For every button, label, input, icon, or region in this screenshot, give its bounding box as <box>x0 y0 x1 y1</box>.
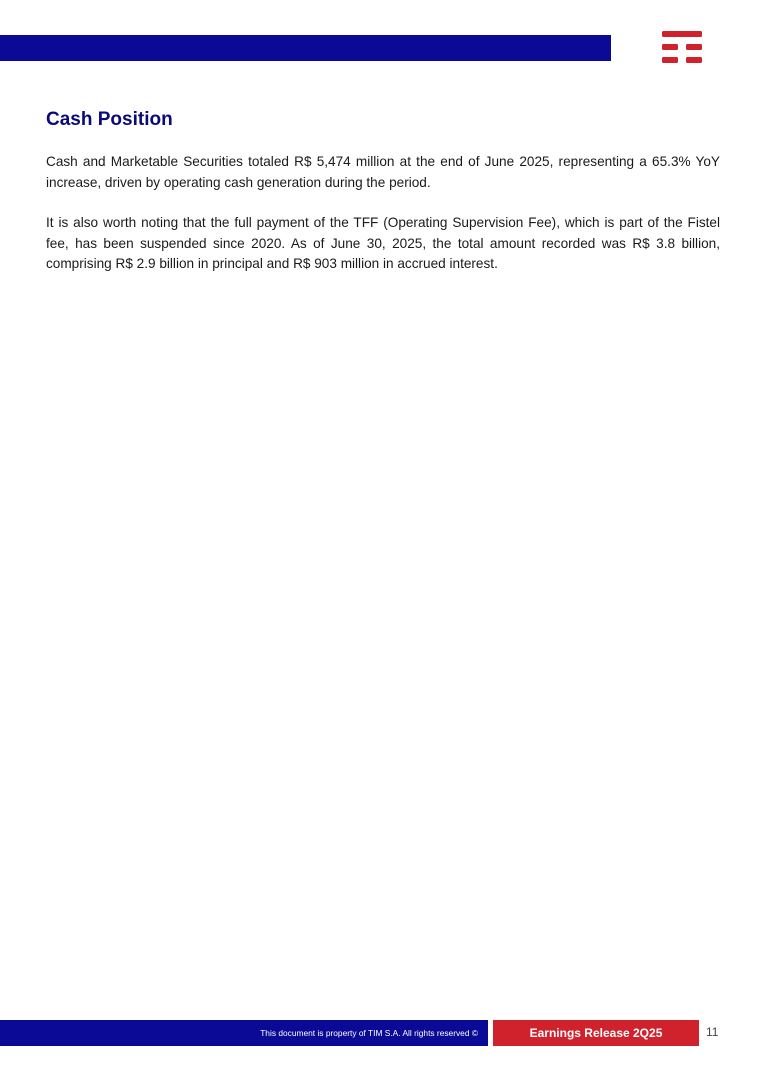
copyright-notice: This document is property of TIM S.A. All rights reserved © <box>260 1028 478 1038</box>
section-title: Cash Position <box>46 109 173 130</box>
paragraph-cash-securities: Cash and Marketable Securities totaled R$ 5,474 million at the end of June 2025, representing a 65.3% YoY increase, driven by operating cash generation during the period. <box>46 154 720 190</box>
page-number: 11 <box>706 1025 719 1039</box>
paragraph-tff-fee: It is also worth noting that the full payment of the TFF (Operating Supervision Fee), which is part of the Fistel fee, has been suspended since 2020. As of June 30, 2025, the total amount recorded was R$ 3.8 billion, comprising R$ 2.9 billion in principal and R$ 903 million in accrued interest. <box>46 215 720 271</box>
cash-position-section <box>46 108 720 295</box>
header-bar <box>0 35 611 61</box>
tim-logo-icon <box>662 31 702 64</box>
footer-bar <box>0 1020 488 1046</box>
earnings-release-badge: Earnings Release 2Q25 <box>493 1020 699 1046</box>
